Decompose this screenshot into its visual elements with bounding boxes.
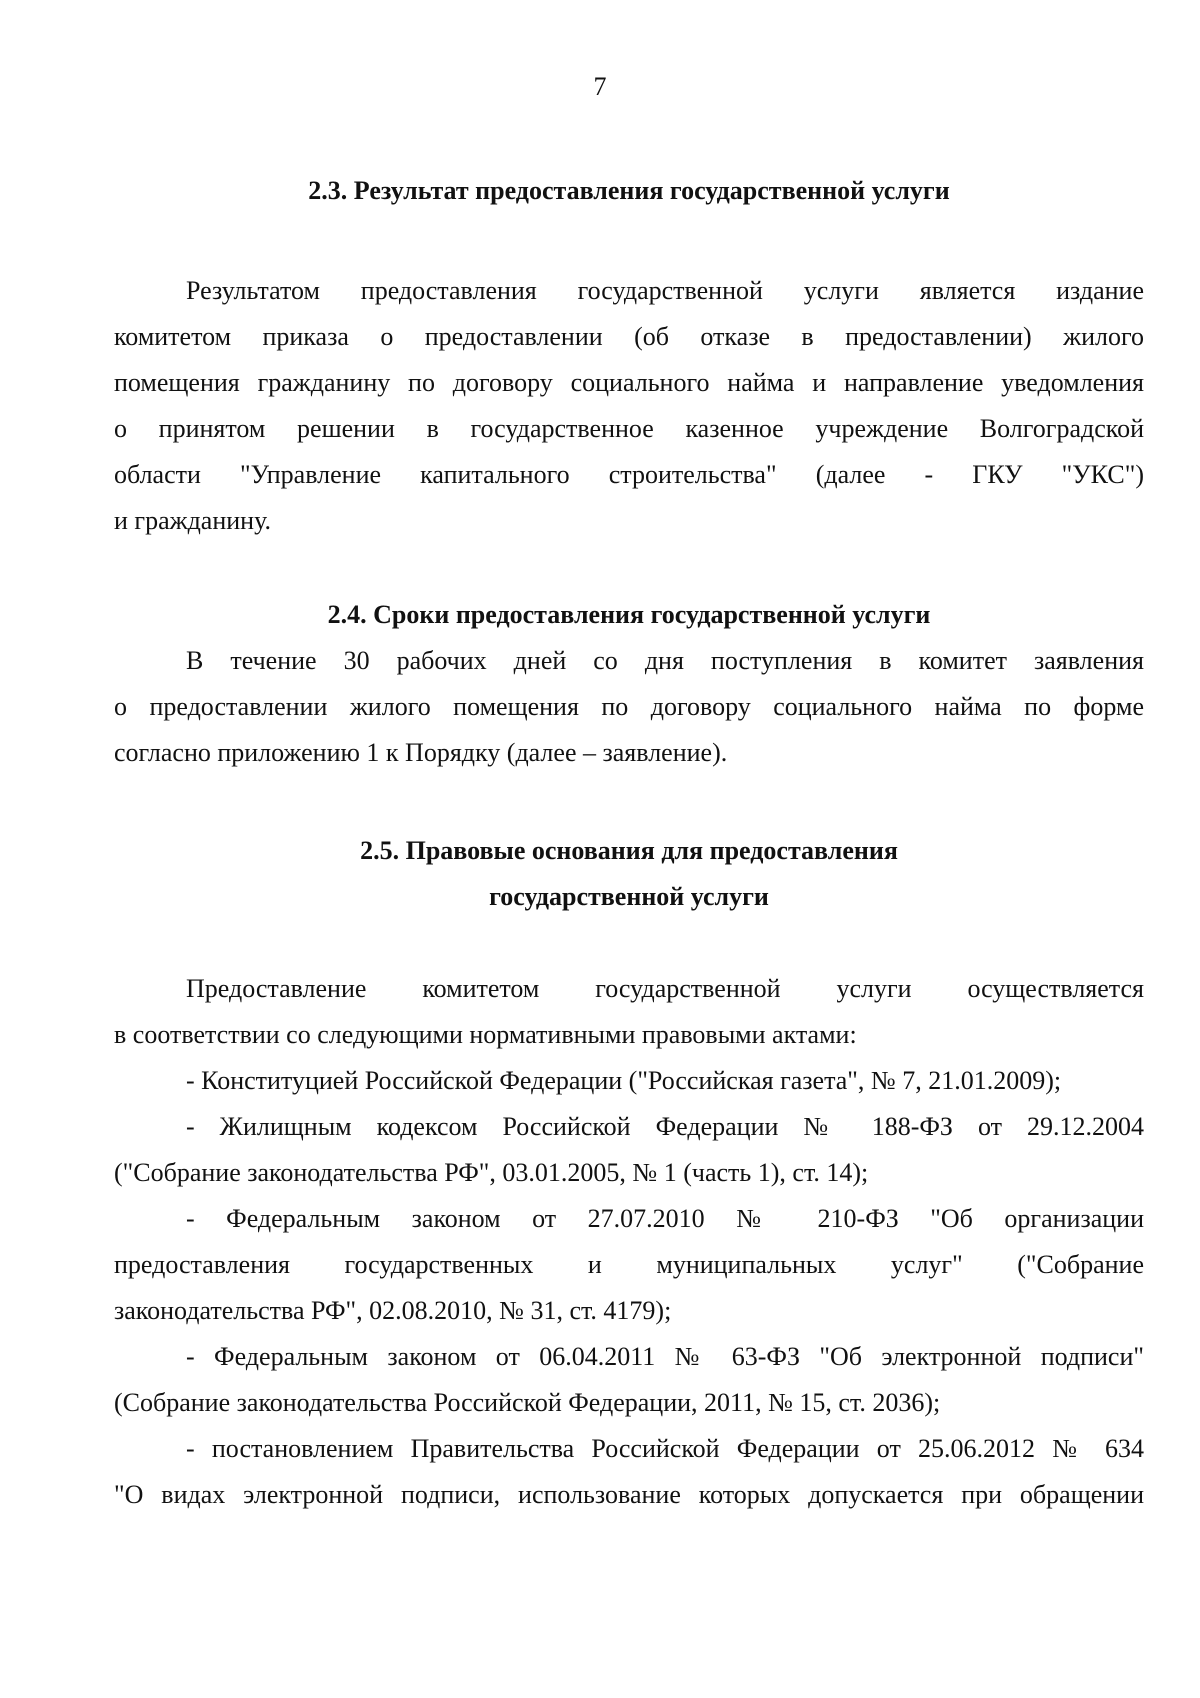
- section-heading-2-4: 2.4. Сроки предоставления государственной услуги: [327, 600, 931, 629]
- text-line: ("Собрание законодательства РФ", 03.01.2005, № 1 (часть 1), ст. 14);: [114, 1158, 869, 1187]
- text-line: (Собрание законодательства Российской Федерации, 2011, № 15, ст. 2036);: [114, 1388, 941, 1417]
- paragraph-legal-intro: [114, 966, 1144, 1058]
- text-line: Предоставление комитетом государственной услуги осуществляется: [186, 974, 1144, 1003]
- text-line: о предоставлении жилого помещения по договору социального найма по форме: [114, 692, 1144, 721]
- paragraph-terms: [114, 638, 1144, 776]
- text-line: и гражданину.: [114, 506, 271, 535]
- text-line: Результатом предоставления государственной услуги является издание: [186, 276, 1144, 305]
- text-line: о принятом решении в государственное казенное учреждение Волгоградской: [114, 414, 1144, 443]
- text-line: в соответствии со следующими нормативными правовыми актами:: [114, 1020, 857, 1049]
- list-item-resolution-634: [114, 1426, 1144, 1518]
- text-line: - постановлением Правительства Российской Федерации от 25.06.2012 № 634: [186, 1434, 1144, 1463]
- section-heading-2-3: 2.3. Результат предоставления государственной услуги: [308, 176, 950, 205]
- text-line: законодательства РФ", 02.08.2010, № 31, ст. 4179);: [114, 1296, 672, 1325]
- text-line: - Конституцией Российской Федерации ("Российская газета", № 7, 21.01.2009);: [186, 1066, 1062, 1095]
- text-line: В течение 30 рабочих дней со дня поступления в комитет заявления: [186, 646, 1144, 675]
- text-line: - Жилищным кодексом Российской Федерации № 188-ФЗ от 29.12.2004: [186, 1112, 1144, 1141]
- list-item-law-63: [114, 1334, 1144, 1426]
- paragraph-result: [114, 268, 1144, 544]
- text-line: "О видах электронной подписи, использование которых допускается при обращении: [114, 1480, 1144, 1509]
- list-item-housing-code: [114, 1104, 1144, 1196]
- heading-line: государственной услуги: [489, 882, 769, 911]
- section-heading-2-5: [114, 828, 1144, 920]
- document-body: [114, 168, 1144, 1518]
- text-line: комитетом приказа о предоставлении (об отказе в предоставлении) жилого: [114, 322, 1144, 351]
- text-line: помещения гражданину по договору социального найма и направление уведомления: [114, 368, 1144, 397]
- text-line: - Федеральным законом от 06.04.2011 № 63-ФЗ "Об электронной подписи": [186, 1342, 1144, 1371]
- text-line: области "Управление капитального строительства" (далее - ГКУ "УКС"): [114, 460, 1144, 489]
- text-line: - Федеральным законом от 27.07.2010 № 210-ФЗ "Об организации: [186, 1204, 1144, 1233]
- heading-line: 2.5. Правовые основания для предоставления: [360, 836, 898, 865]
- text-line: согласно приложению 1 к Порядку (далее – заявление).: [114, 738, 728, 767]
- list-item-law-210: [114, 1196, 1144, 1334]
- text-line: предоставления государственных и муниципальных услуг" ("Собрание: [114, 1250, 1144, 1279]
- page-number: 7: [593, 72, 607, 101]
- list-item-constitution: [114, 1058, 1144, 1104]
